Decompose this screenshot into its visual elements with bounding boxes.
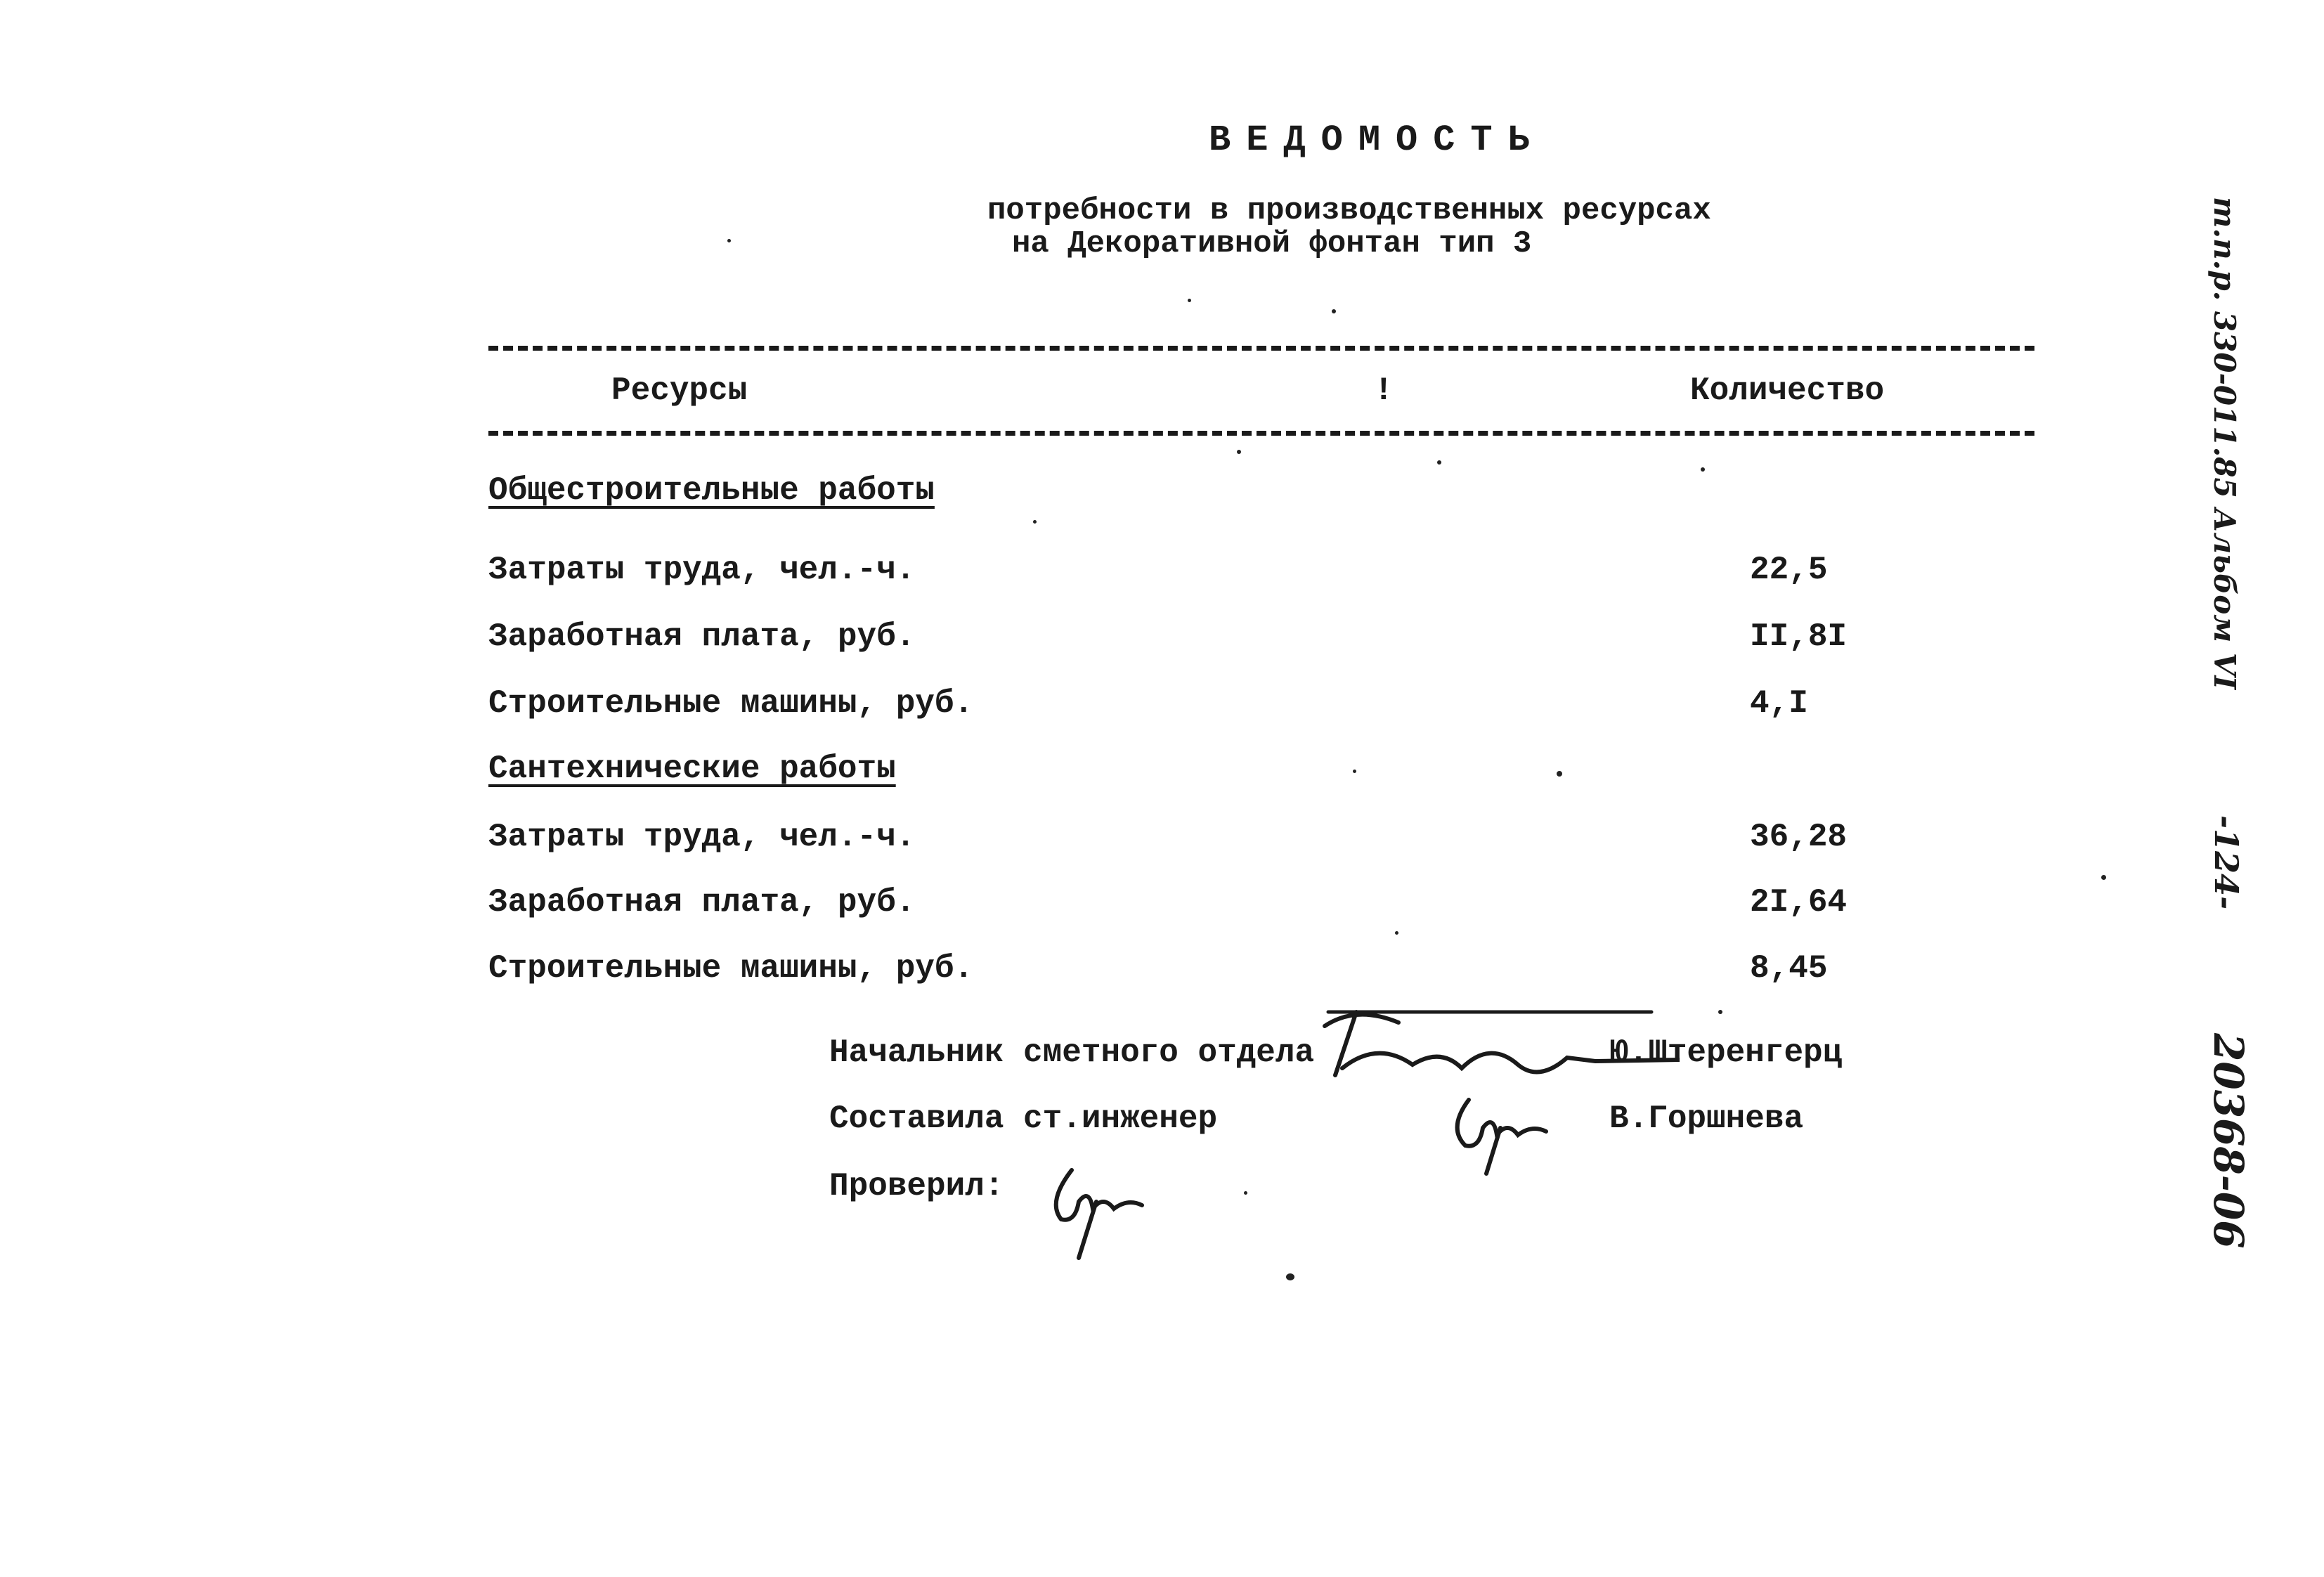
- signature-role-chief: Начальник сметного отдела: [829, 1034, 1315, 1071]
- table-top-rule: [488, 346, 2034, 351]
- document-subtitle-line1: потребности в производственных ресурсах: [987, 193, 1711, 228]
- signature-name-chief: Ю.Штеренгерц: [1609, 1034, 1843, 1071]
- table-row-value: 4,I: [1750, 685, 1808, 722]
- handwritten-signature-chief: [1314, 998, 1680, 1096]
- scan-speck: [1718, 1010, 1722, 1014]
- scan-speck: [1395, 931, 1398, 935]
- table-row-value: II,8I: [1750, 618, 1848, 655]
- margin-page-number: -124-: [2207, 815, 2245, 910]
- table-row-value: 36,28: [1750, 819, 1848, 855]
- scan-speck: [1557, 771, 1562, 777]
- scan-speck: [1437, 460, 1441, 465]
- table-row-label: Затраты труда, чел.-ч.: [488, 819, 916, 855]
- column-header-quantity: Количество: [1690, 372, 1885, 409]
- scan-speck: [1244, 1191, 1247, 1195]
- handwritten-signature-engineer: [1441, 1086, 1567, 1177]
- scan-speck: [727, 239, 731, 242]
- table-row-value: 2I,64: [1750, 884, 1848, 921]
- signature-name-engineer: В.Горшнева: [1609, 1101, 1804, 1137]
- section-title-plumbing: Сантехнические работы: [488, 751, 896, 787]
- table-row-label: Строительные машины, руб.: [488, 685, 974, 722]
- handwritten-signature-checker: [1040, 1153, 1160, 1265]
- column-header-resources: Ресурсы: [611, 372, 748, 409]
- column-header-separator: !: [1374, 372, 1394, 409]
- section-title-general-construction: Общестроительные работы: [488, 472, 935, 509]
- document-subtitle-line2: на Декоративной фонтан тип 3: [1012, 226, 1532, 261]
- signature-role-engineer: Составила ст.инженер: [829, 1101, 1218, 1137]
- table-row-label: Заработная плата, руб.: [488, 618, 916, 655]
- table-header-rule: [488, 431, 2034, 436]
- scan-speck: [1188, 299, 1191, 302]
- signature-role-checked: Проверил:: [829, 1168, 1004, 1205]
- scan-speck: [1286, 1273, 1294, 1280]
- table-row-label: Затраты труда, чел.-ч.: [488, 552, 916, 588]
- table-row-value: 22,5: [1750, 552, 1828, 588]
- margin-album-code: т.п.р. 330-011.85 Альбом VI: [2207, 197, 2242, 690]
- scan-speck: [1353, 770, 1356, 773]
- table-row-label: Строительные машины, руб.: [488, 950, 974, 987]
- table-row-label: Заработная плата, руб.: [488, 884, 916, 921]
- document-title: ВЕДОМОСТЬ: [1209, 119, 1545, 161]
- scan-speck: [1332, 309, 1336, 313]
- table-row-value: 8,45: [1750, 950, 1828, 987]
- margin-inventory-number: 20368-06: [2205, 1033, 2252, 1249]
- scan-speck: [1033, 520, 1037, 524]
- scan-speck: [2101, 875, 2106, 880]
- scan-speck: [1237, 450, 1241, 454]
- scan-speck: [1701, 467, 1705, 472]
